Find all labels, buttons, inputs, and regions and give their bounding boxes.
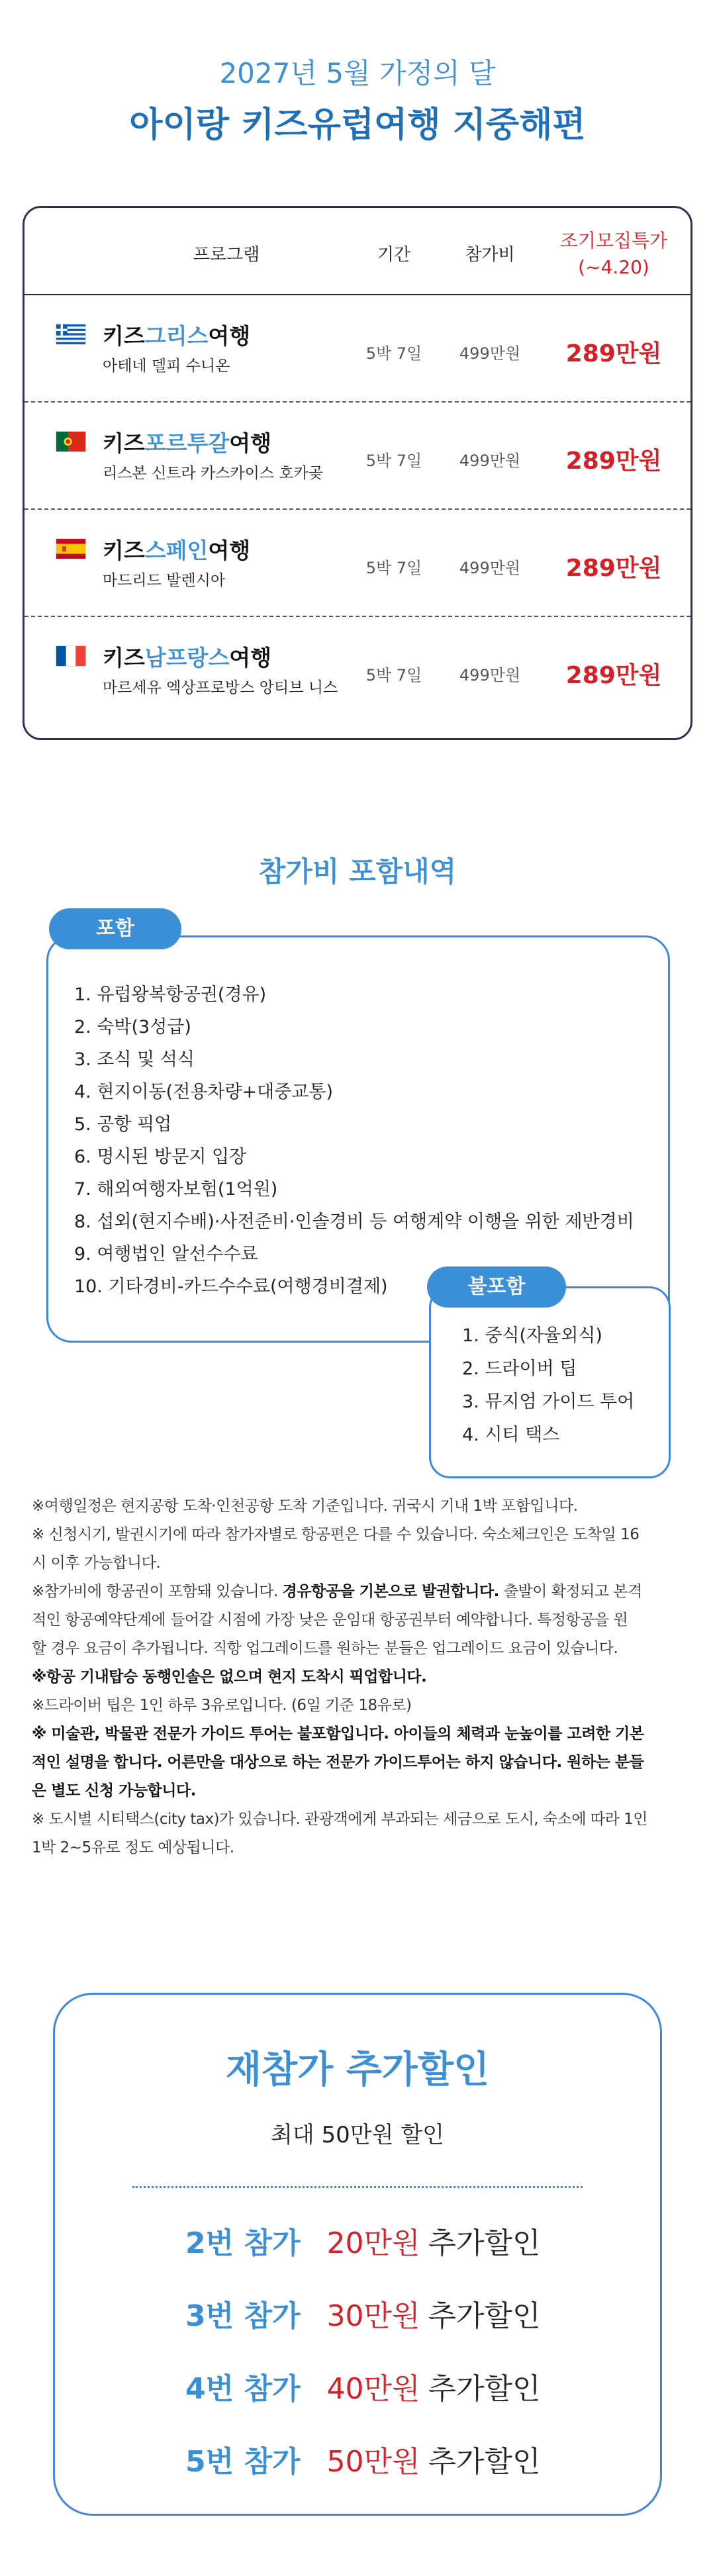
header-special-date: (~4.20) xyxy=(578,256,649,278)
excluded-list xyxy=(462,1319,634,1452)
list-item: 8. 섭외(현지수배)·사전준비·인솔경비 등 여행계약 이행을 위한 제반경비 xyxy=(74,1212,634,1232)
program-period: 5박 7일 xyxy=(365,666,422,685)
included-label: 포함 xyxy=(49,908,181,949)
list-item: 7. 해외여행자보험(1억원) xyxy=(74,1179,278,1200)
program-name: 키즈스페인여행 xyxy=(103,538,251,563)
list-item: 4. 현지이동(전용차량+대중교통) xyxy=(74,1082,334,1102)
note: ※참가비에 항공권이 포함돼 있습니다. 경유항공을 기본으로 발권합니다. 출발이 확정되고 본격 xyxy=(32,1583,642,1600)
program-name: 키즈포르투갈여행 xyxy=(103,430,272,456)
program-period: 5박 7일 xyxy=(365,559,422,577)
discount-title: 재참가 추가할인 xyxy=(225,2048,490,2091)
discount-row: 5번 참가 50만원 추가할인 xyxy=(185,2445,541,2479)
discount-row: 2번 참가 20만원 추가할인 xyxy=(185,2226,541,2260)
portugal-flag-icon xyxy=(56,432,85,452)
program-cities: 리스본 신트라 카스카이스 호카곶 xyxy=(103,465,323,482)
header-program: 프로그램 xyxy=(193,245,260,265)
program-price: 289만원 xyxy=(565,340,662,367)
notes xyxy=(32,1492,681,1862)
program-fee: 499만원 xyxy=(459,559,521,577)
note: 은 별도 신청 가능합니다. xyxy=(32,1782,196,1799)
note: 시 이후 가능합니다. xyxy=(32,1554,161,1572)
program-name: 키즈그리스여행 xyxy=(103,323,251,349)
list-item: 1. 중식(자율외식) xyxy=(462,1325,602,1346)
note: ※ 미술관, 박물관 전문가 가이드 투어는 불포함입니다. 아이들의 체력과 눈높이를 고려한 기본 xyxy=(32,1725,644,1742)
discount-row: 4번 참가 40만원 추가할인 xyxy=(185,2372,541,2406)
discount-subtitle: 최대 50만원 할인 xyxy=(271,2122,444,2148)
program-cities: 아테네 델피 수니온 xyxy=(103,358,230,375)
note: ※항공 기내탑승 동행인솔은 없으며 현지 도착시 픽업합니다. xyxy=(32,1668,427,1686)
list-item: 9. 여행법인 알선수수료 xyxy=(74,1244,258,1264)
list-item: 3. 조식 및 석식 xyxy=(74,1049,195,1070)
program-period: 5박 7일 xyxy=(365,452,422,470)
table-row[interactable] xyxy=(24,510,691,616)
header-special xyxy=(548,228,680,281)
discount-divider xyxy=(132,2186,583,2188)
table-row[interactable] xyxy=(24,403,691,508)
included-list xyxy=(74,978,634,1303)
program-cities: 마르세유 엑상프로방스 앙티브 니스 xyxy=(103,679,338,696)
header-subtitle: 2027년 5월 가정의 달 xyxy=(219,57,496,89)
list-item: 2. 숙박(3성급) xyxy=(74,1017,191,1037)
list-item: 1. 유럽왕복항공권(경유) xyxy=(74,984,267,1005)
program-fee: 499만원 xyxy=(459,666,521,685)
table-row[interactable] xyxy=(24,617,691,723)
page-title: 아이랑 키즈유럽여행 지중해편 xyxy=(129,105,586,145)
list-item: 3. 뮤지엄 가이드 투어 xyxy=(462,1392,635,1412)
program-price: 289만원 xyxy=(565,662,662,689)
program-table xyxy=(23,206,692,740)
note: 적인 설명을 합니다. 어른만을 대상으로 하는 전문가 가이드투어는 하지 않습니다. 원하는 분들 xyxy=(32,1754,644,1771)
list-item: 4. 시티 택스 xyxy=(462,1425,560,1445)
note: 적인 항공예약단계에 들어갈 시점에 가장 낮은 운임대 항공권부터 예약합니다. 특정항공을 원 xyxy=(32,1611,628,1629)
list-item: 6. 명시된 방문지 입장 xyxy=(74,1147,247,1167)
note: ※ 도시별 시티택스(city tax)가 있습니다. 관광객에게 부과되는 세금으로 도시, 숙소에 따라 1인 xyxy=(32,1811,647,1828)
program-fee: 499만원 xyxy=(459,452,521,470)
included-section-title: 참가비 포함내역 xyxy=(258,855,457,888)
table-row[interactable] xyxy=(24,295,691,401)
excluded-label: 불포함 xyxy=(427,1266,566,1308)
note: ※드라이버 팁은 1인 하루 3유로입니다. (6일 기준 18유로) xyxy=(32,1697,412,1714)
discount-row: 3번 참가 30만원 추가할인 xyxy=(185,2299,541,2333)
program-fee: 499만원 xyxy=(459,344,521,363)
program-price: 289만원 xyxy=(565,448,662,475)
header-special-label: 조기모집특가 xyxy=(559,230,668,252)
program-cities: 마드리드 발렌시아 xyxy=(103,572,226,589)
france-flag-icon xyxy=(56,646,85,666)
note: 1박 2~5유로 정도 예상됩니다. xyxy=(32,1839,234,1856)
header-period: 기간 xyxy=(377,245,411,265)
header-fee: 참가비 xyxy=(465,245,515,265)
spain-flag-icon xyxy=(56,539,85,559)
greece-flag-icon xyxy=(56,324,85,344)
note: 할 경우 요금이 추가됩니다. 직항 업그레이드를 원하는 분들은 업그레이드 요금이 있습니다. xyxy=(32,1640,618,1657)
note: ※ 신청시기, 발권시기에 따라 참가자별로 항공편은 다를 수 있습니다. 숙소체크인은 도착일 16 xyxy=(32,1526,640,1543)
program-name: 키즈남프랑스여행 xyxy=(103,645,272,671)
list-item: 5. 공항 픽업 xyxy=(74,1114,172,1135)
list-item: 10. 기타경비-카드수수료(여행경비결제) xyxy=(74,1276,388,1297)
list-item: 2. 드라이버 팁 xyxy=(462,1359,577,1379)
note: ※여행일정은 현지공항 도착·인천공항 도착 기준입니다. 귀국시 기내 1박 포함입니다. xyxy=(32,1498,578,1515)
program-period: 5박 7일 xyxy=(365,344,422,363)
program-price: 289만원 xyxy=(565,555,662,582)
